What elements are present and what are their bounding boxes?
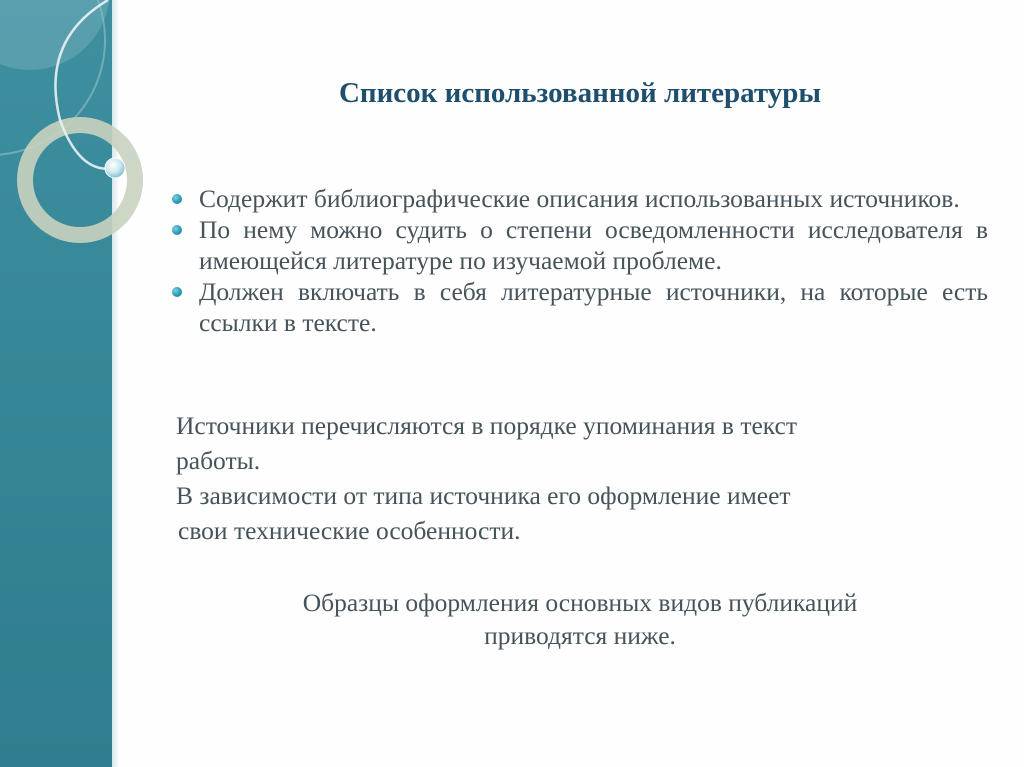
- round-bullet-icon: [172, 287, 182, 297]
- bullet-text: Должен включать в себя литературные источники, на которые есть ссылки в тексте.: [199, 277, 988, 337]
- bullet-item: [160, 214, 988, 276]
- slide-title: Список использованной литературы: [338, 77, 822, 109]
- paragraph-line: работы.: [176, 446, 261, 475]
- bullet-text: По нему можно судить о степени осведомленности исследователя в имеющейся литературе по изучаемой проблеме.: [199, 215, 988, 275]
- closing-note: [200, 586, 960, 652]
- bullet-item: [160, 183, 988, 214]
- paragraph-line: Источники перечисляются в порядке упоминания в текст: [176, 411, 798, 440]
- paragraph-line: свои технические особенности.: [178, 516, 521, 545]
- bullet-text: Содержит библиографические описания использованных источников.: [199, 184, 960, 213]
- bullet-list: [160, 183, 988, 338]
- bullet-item: [160, 276, 988, 338]
- round-bullet-icon: [172, 225, 182, 235]
- closing-line: Образцы оформления основных видов публикаций: [302, 588, 858, 617]
- round-bullet-icon: [172, 194, 182, 204]
- body-paragraph: [176, 408, 916, 548]
- paragraph-line: В зависимости от типа источника его оформление имеет: [176, 481, 791, 510]
- closing-line: приводятся ниже.: [484, 621, 676, 650]
